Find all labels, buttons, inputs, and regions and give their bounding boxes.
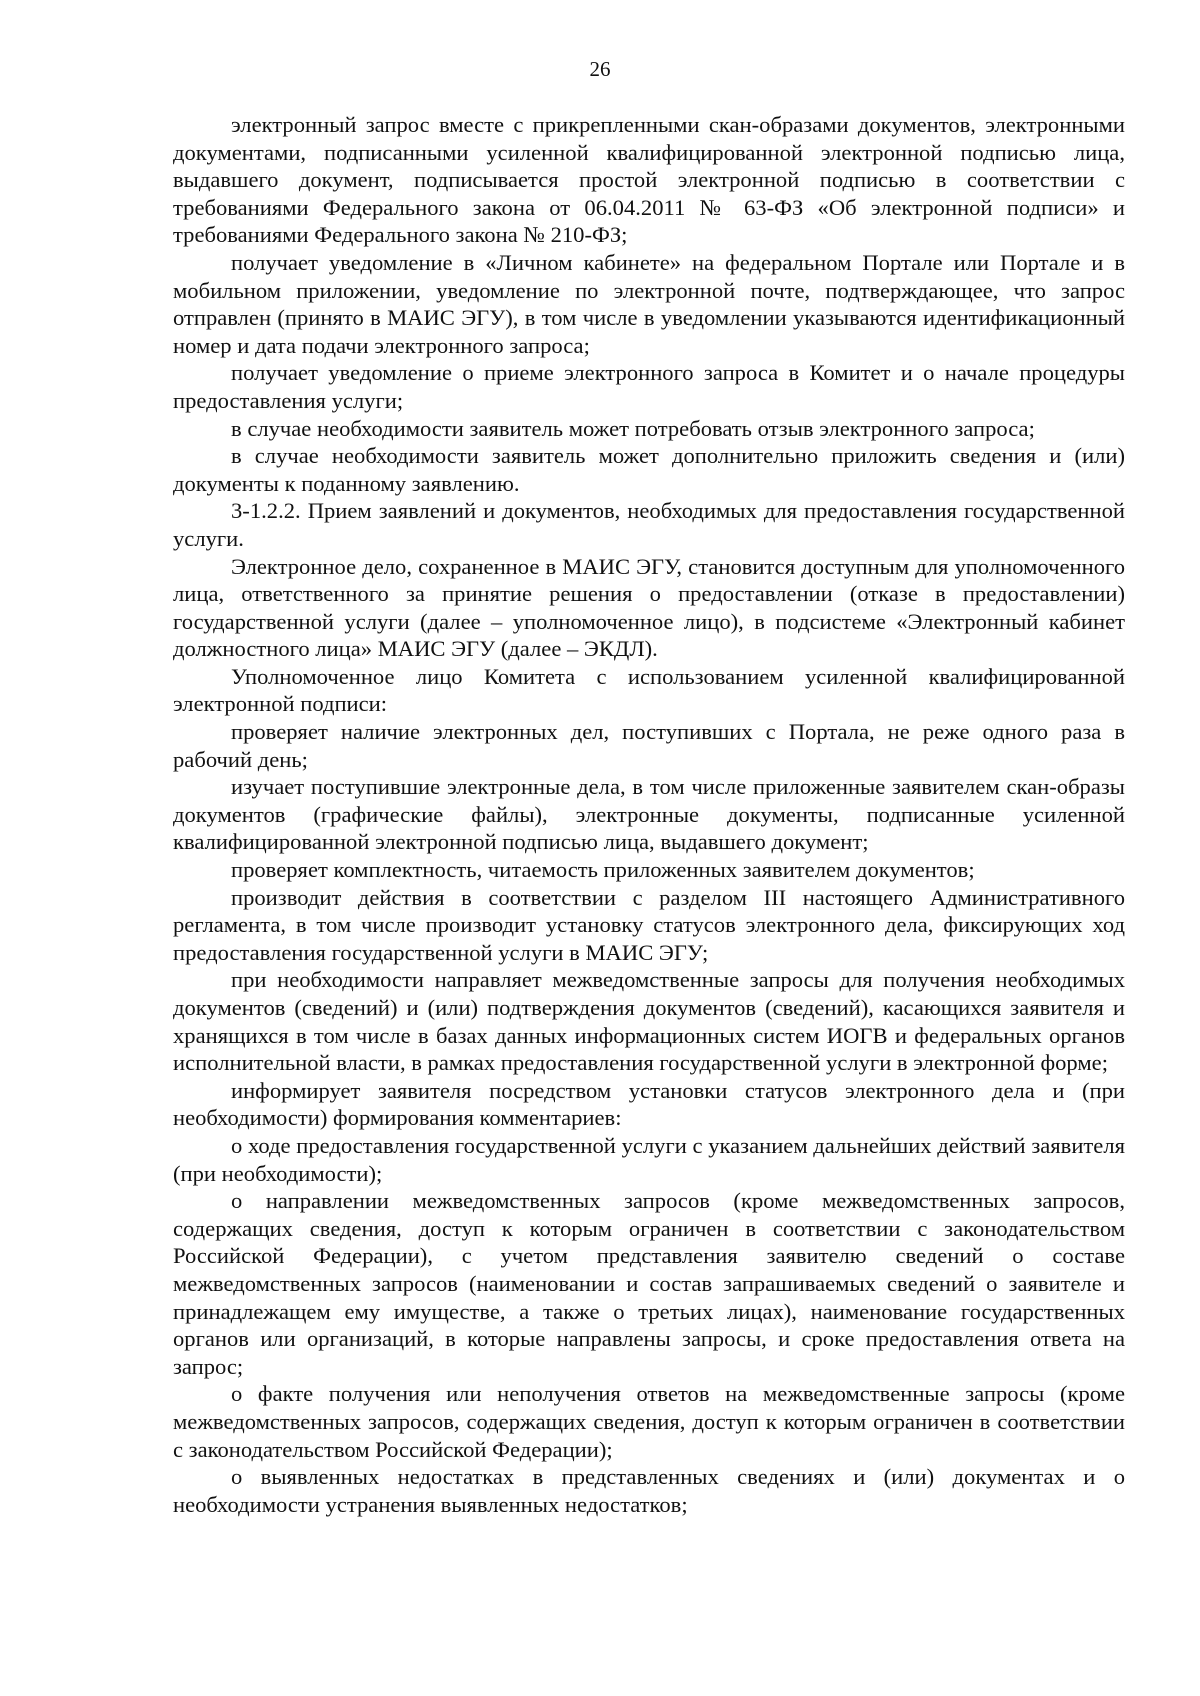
page-number: 26	[589, 57, 611, 81]
paragraph: проверяет комплектность, читаемость приложенных заявителем документов;	[231, 857, 975, 883]
paragraph: производит действия в соответствии с разделом III настоящего Административного регламента, в том числе производит установку статусов электронного дела, фиксирующих ход предоставления государственной услуги в МАИС ЭГУ;	[173, 884, 1125, 965]
paragraph: о выявленных недостатках в представленных сведениях и (или) документах и о необходимости устранения выявленных недостатков;	[173, 1464, 1125, 1517]
section-heading: 3-1.2.2. Прием заявлений и документов, необходимых для предоставления государственной услуги.	[173, 498, 1125, 551]
paragraph: Электронное дело, сохраненное в МАИС ЭГУ, становится доступным для уполномоченного лица, ответственного за принятие решения о предоставлении (отказе в предоставлении) государственной услуги (далее – уполномоченное лицо), в подсистеме «Электронный кабинет должностного лица» МАИС ЭГУ (далее – ЭКДЛ).	[173, 553, 1125, 662]
paragraph: изучает поступившие электронные дела, в том числе приложенные заявителем скан-образы документов (графические файлы), электронные документы, подписанные усиленной квалифицированной электронной подписью лица, выдавшего документ;	[173, 774, 1125, 855]
paragraph: о факте получения или неполучения ответов на межведомственные запросы (кроме межведомственных запросов, содержащих сведения, доступ к которым ограничен в соответствии с законодательством Российской Федерации);	[173, 1381, 1125, 1462]
paragraph: о ходе предоставления государственной услуги с указанием дальнейших действий заявителя (при необходимости);	[173, 1132, 1125, 1186]
paragraph: при необходимости направляет межведомственные запросы для получения необходимых документов (сведений) и (или) подтверждения документов (сведений), касающихся заявителя и хранящихся в том числе в базах данных информационных систем ИОГВ и федеральных органов исполнительной власти, в рамках предоставления государственной услуги в электронной форме;	[173, 967, 1125, 1076]
paragraph: в случае необходимости заявитель может дополнительно приложить сведения и (или) документы к поданному заявлению.	[173, 443, 1125, 496]
paragraph: Уполномоченное лицо Комитета с использованием усиленной квалифицированной электронной подписи:	[173, 663, 1125, 717]
paragraph: в случае необходимости заявитель может потребовать отзыв электронного запроса;	[231, 415, 1035, 441]
paragraph: проверяет наличие электронных дел, поступивших с Портала, не реже одного раза в рабочий день;	[173, 719, 1125, 772]
paragraph: получает уведомление в «Личном кабинете» на федеральном Портале или Портале и в мобильном приложении, уведомление по электронной почте, подтверждающее, что запрос отправлен (принято в МАИС ЭГУ), в том числе в уведомлении указываются идентификационный номер и дата подачи электронного запроса;	[173, 249, 1125, 358]
paragraph: о направлении межведомственных запросов (кроме межведомственных запросов, содержащих сведения, доступ к которым ограничен в соответствии с законодательством Российской Федерации), с учетом представления заявителю сведений о составе межведомственных запросов (наименовании и состав запрашиваемых сведений о заявителе и принадлежащем ему имуществе, а также о третьих лицах), наименование государственных органов или организаций, в которые направлены запросы, и сроке предоставления ответа на запрос;	[173, 1188, 1125, 1379]
document-body	[173, 111, 1125, 1518]
paragraph: электронный запрос вместе с прикрепленными скан-образами документов, электронными документами, подписанными усиленной квалифицированной электронной подписью лица, выдавшего документ, подписывается простой электронной подписью в соответствии с требованиями Федерального закона от 06.04.2011 № 63-ФЗ «Об электронной подписи» и требованиями Федерального закона № 210-ФЗ;	[173, 112, 1125, 248]
paragraph: информирует заявителя посредством установки статусов электронного дела и (при необходимости) формирования комментариев:	[173, 1077, 1125, 1131]
paragraph: получает уведомление о приеме электронного запроса в Комитет и о начале процедуры предоставления услуги;	[173, 360, 1125, 413]
